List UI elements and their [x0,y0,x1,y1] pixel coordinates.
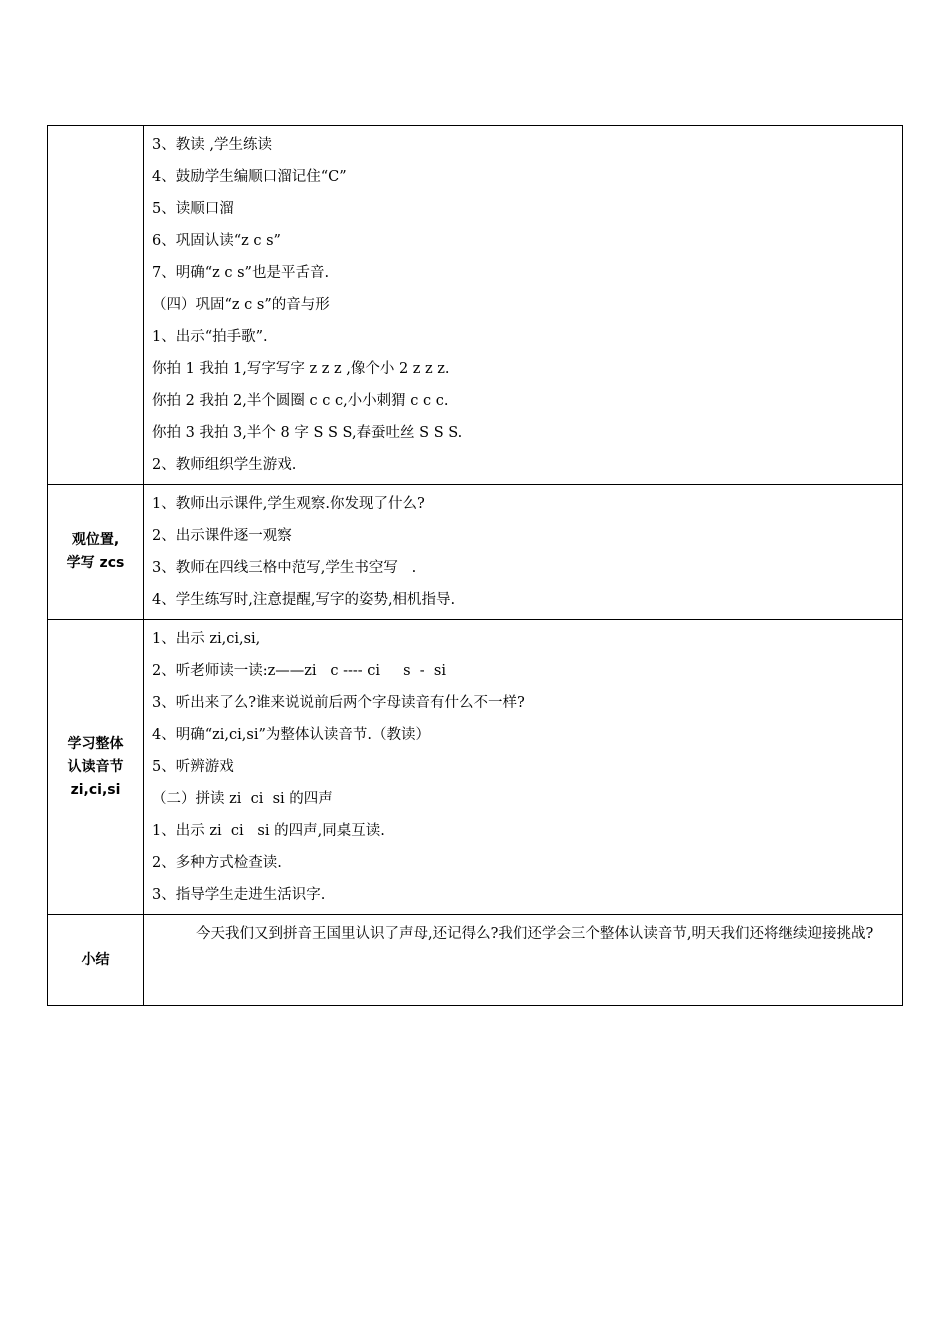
content-line: 1、教师出示课件,学生观察.你发现了什么? [152,496,425,512]
table-row [48,485,903,620]
section-content-cell [144,485,903,620]
content-line: 你拍 3 我拍 3,半个 8 字 S S S,春蚕吐丝 S S S. [152,425,463,441]
content-line: 3、听出来了么?谁来说说前后两个字母读音有什么不一样? [152,695,525,711]
table-row [48,126,903,485]
content-line: 4、明确“zi,ci,si”为整体认读音节.（教读） [152,727,430,743]
summary-paragraph: 今天我们又到拼音王国里认识了声母,还记得么?我们还学会三个整体认读音节,明天我们还将继续迎接挑战? [196,926,874,942]
content-line: 3、指导学生走进生活识字. [152,887,326,903]
content-line: 1、出示“拍手歌”. [152,329,268,345]
content-line: 3、教师在四线三格中范写,学生书空写 . [152,560,417,576]
section-label-cell [48,620,144,915]
section-label: 认读音节 [67,758,124,775]
section-label: 学习整体 [67,735,124,752]
section-label-cell [48,485,144,620]
content-line: 2、听老师读一读:z——zi c ---- ci s - si [152,663,446,679]
content-line: （二）拼读 zi ci si 的四声 [152,791,333,807]
content-line: 5、读顺口溜 [152,201,234,217]
content-line: 6、巩固认读“z c s” [152,233,281,249]
table-row [48,915,903,1006]
section-content-cell [144,620,903,915]
table-row [48,620,903,915]
section-label: zi,ci,si [70,781,121,798]
content-line: 2、出示课件逐一观察 [152,528,292,544]
content-line: 1、出示 zi ci si 的四声,同桌互读. [152,823,385,839]
content-line: 2、多种方式检查读. [152,855,282,871]
section-content-cell [144,915,903,1006]
section-label: 观位置, [71,532,120,548]
content-line: 5、听辨游戏 [152,759,234,775]
content-line: （四）巩固“z c s”的音与形 [152,297,330,313]
section-label: 学写 zcs [66,555,125,571]
section-label-cell [48,126,144,485]
lesson-plan-table [47,125,903,1006]
content-line: 7、明确“z c s”也是平舌音. [152,265,330,281]
content-line: 你拍 2 我拍 2,半个圆圈 c c c,小小刺猬 c c c. [152,393,449,409]
content-line: 4、学生练写时,注意提醒,写字的姿势,相机指导. [152,592,456,608]
section-content-cell [144,126,903,485]
content-line: 你拍 1 我拍 1,写字写字 z z z ,像个小 2 z z z. [152,361,450,377]
content-line: 2、教师组织学生游戏. [152,457,297,473]
section-label-cell [48,915,144,1006]
content-line: 1、出示 zi,ci,si, [152,631,261,647]
content-line: 4、鼓励学生编顺口溜记住“C” [152,169,347,185]
content-line: 3、教读 ,学生练读 [152,137,272,153]
section-label: 小结 [81,951,110,968]
